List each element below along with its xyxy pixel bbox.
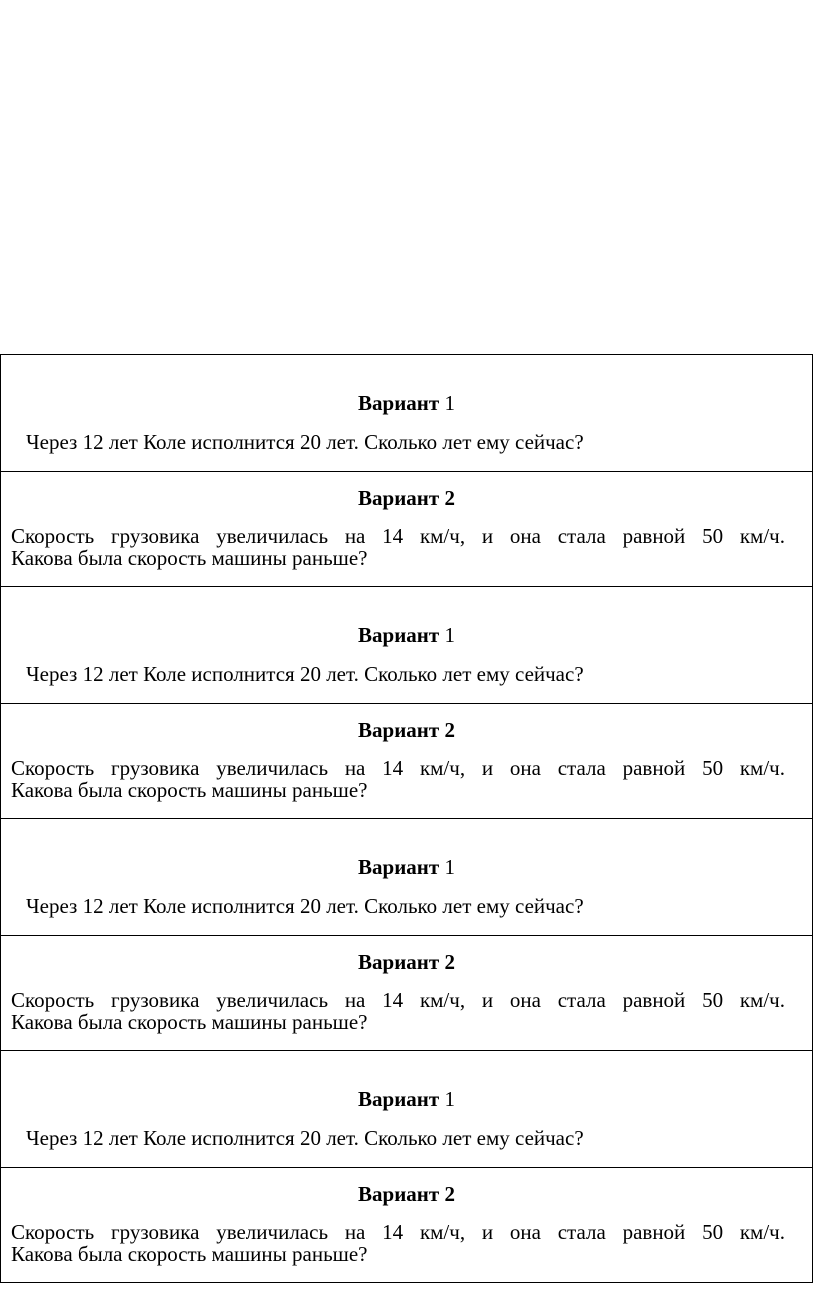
- problem-word: она: [509, 1220, 541, 1244]
- variant-title: [1, 855, 812, 879]
- problem-word: Скорость: [11, 756, 95, 780]
- variant-title: [1, 1087, 812, 1111]
- problem-word: 14: [382, 756, 404, 780]
- problem-word: Скорость: [11, 524, 95, 548]
- variant-title-number: 1: [444, 623, 455, 647]
- variant-2-card: [1, 1168, 812, 1283]
- problem-word: км/ч.: [739, 524, 785, 548]
- problem-text: [11, 989, 785, 1033]
- problem-word: на: [344, 756, 366, 780]
- variant-1-card: [1, 819, 812, 936]
- variant-1-card: [1, 587, 812, 704]
- variant-title: Вариант 2: [358, 486, 455, 510]
- variant-title: Вариант 2: [358, 718, 455, 742]
- problem-word: увеличилась: [216, 1220, 329, 1244]
- problem-text: [11, 757, 785, 801]
- variant-title-number: 1: [444, 855, 455, 879]
- variant-2-card: [1, 704, 812, 819]
- problem-word: 14: [382, 988, 404, 1012]
- problem-word: 50: [702, 988, 724, 1012]
- problem-text: Через 12 лет Коле исполнится 20 лет. Сколько лет ему сейчас?: [26, 430, 584, 454]
- variant-1-card: [1, 355, 812, 472]
- problem-word: равной: [622, 756, 686, 780]
- problem-word: на: [344, 988, 366, 1012]
- problem-word: увеличилась: [216, 988, 329, 1012]
- variant-title-word: Вариант: [358, 623, 440, 647]
- problem-word: км/ч,: [419, 756, 466, 780]
- problem-word: Скорость: [11, 1220, 95, 1244]
- problem-line-2: Какова была скорость машины раньше?: [11, 1242, 368, 1266]
- problem-line-2: Какова была скорость машины раньше?: [11, 1010, 368, 1034]
- problem-line-2: Какова была скорость машины раньше?: [11, 546, 368, 570]
- problem-word: 14: [382, 1220, 404, 1244]
- problem-word: она: [509, 756, 541, 780]
- variant-title-word: Вариант: [358, 1087, 440, 1111]
- problem-word: км/ч,: [419, 988, 466, 1012]
- problem-word: стала: [557, 988, 606, 1012]
- variant-title-word: Вариант: [358, 391, 440, 415]
- problem-line-1: [11, 989, 785, 1011]
- problem-word: и: [481, 988, 494, 1012]
- problem-word: км/ч,: [419, 1220, 466, 1244]
- problem-text: [11, 525, 785, 569]
- problem-word: и: [481, 1220, 494, 1244]
- variant-title: [1, 391, 812, 415]
- problem-word: она: [509, 988, 541, 1012]
- problem-word: и: [481, 756, 494, 780]
- problem-word: на: [344, 1220, 366, 1244]
- problem-word: 50: [702, 756, 724, 780]
- problem-word: грузовика: [111, 524, 200, 548]
- problem-word: и: [481, 524, 494, 548]
- problem-word: 50: [702, 1220, 724, 1244]
- problem-text: Через 12 лет Коле исполнится 20 лет. Сколько лет ему сейчас?: [26, 1126, 584, 1150]
- problem-word: увеличилась: [216, 524, 329, 548]
- variant-2-card: [1, 936, 812, 1051]
- problem-word: 50: [702, 524, 724, 548]
- variant-1-card: [1, 1051, 812, 1168]
- problem-line-2: Какова была скорость машины раньше?: [11, 778, 368, 802]
- problem-word: грузовика: [111, 756, 200, 780]
- problem-word: грузовика: [111, 988, 200, 1012]
- problem-word: грузовика: [111, 1220, 200, 1244]
- problem-word: равной: [622, 524, 686, 548]
- problem-word: она: [509, 524, 541, 548]
- problem-word: Скорость: [11, 988, 95, 1012]
- problem-word: стала: [557, 524, 606, 548]
- problem-text: [11, 1221, 785, 1265]
- problem-word: увеличилась: [216, 756, 329, 780]
- problem-line-1: [11, 757, 785, 779]
- variant-title-word: Вариант: [358, 855, 440, 879]
- problem-word: равной: [622, 1220, 686, 1244]
- variant-title-number: 1: [444, 1087, 455, 1111]
- variant-title: Вариант 2: [358, 1182, 455, 1206]
- variant-title-number: 1: [444, 391, 455, 415]
- problem-line-1: [11, 1221, 785, 1243]
- problem-word: равной: [622, 988, 686, 1012]
- problem-word: стала: [557, 756, 606, 780]
- problem-line-1: [11, 525, 785, 547]
- variant-title: [1, 623, 812, 647]
- problem-word: км/ч,: [419, 524, 466, 548]
- problem-word: км/ч.: [739, 988, 785, 1012]
- problem-word: км/ч.: [739, 756, 785, 780]
- task-cards-table: [0, 354, 813, 1283]
- variant-2-card: [1, 472, 812, 587]
- problem-text: Через 12 лет Коле исполнится 20 лет. Сколько лет ему сейчас?: [26, 662, 584, 686]
- problem-word: км/ч.: [739, 1220, 785, 1244]
- variant-title: Вариант 2: [358, 950, 455, 974]
- problem-text: Через 12 лет Коле исполнится 20 лет. Сколько лет ему сейчас?: [26, 894, 584, 918]
- problem-word: стала: [557, 1220, 606, 1244]
- problem-word: 14: [382, 524, 404, 548]
- problem-word: на: [344, 524, 366, 548]
